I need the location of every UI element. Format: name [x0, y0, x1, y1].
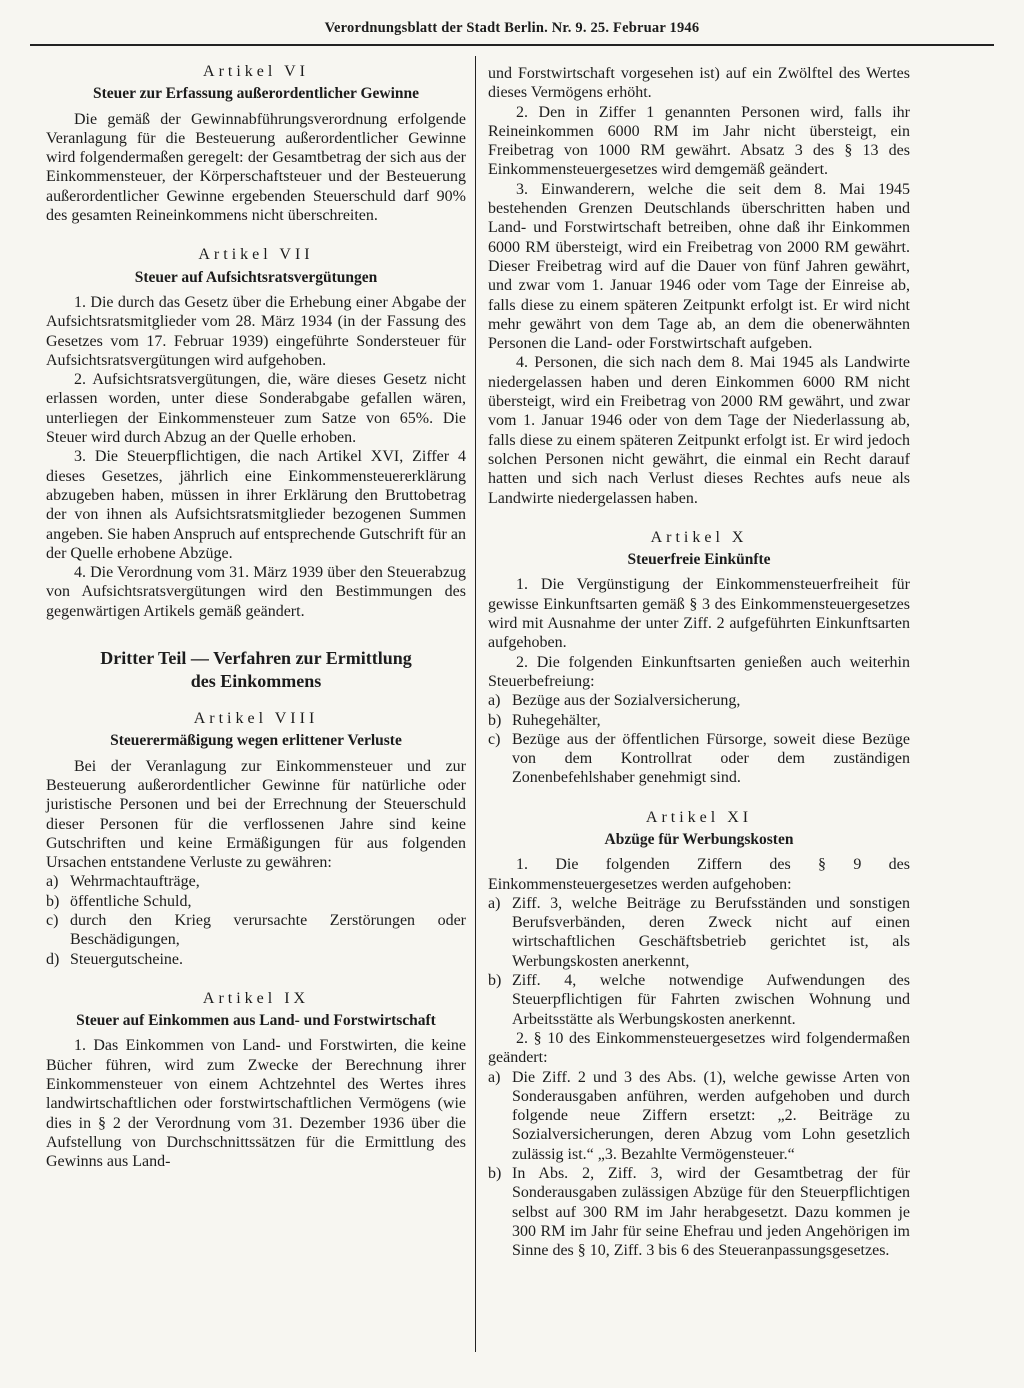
list-text: öffentliche Schuld, — [70, 892, 192, 910]
article-number: Artikel VIII — [193, 710, 319, 728]
paragraph: 1. Die durch das Gesetz über die Erhebung einer Abgabe der Aufsichtsratsmitglieder vom 28. März 1934 (in der Fassung des Gesetzes vom 17. Februar 1939) eingeführte Sondersteuer für Aufsichtsratsvergütungen wird aufgehoben. — [46, 293, 466, 369]
enumerated-list — [46, 872, 466, 968]
list-label: b) — [488, 711, 502, 729]
paragraph: 1. Die folgenden Ziffern des § 9 des Einkommensteuergesetzes werden aufgehoben: — [488, 856, 910, 893]
paragraph: 2. § 10 des Einkommensteuergesetzes wird folgendermaßen geändert: — [488, 1029, 910, 1067]
list-item — [488, 1068, 910, 1164]
list-label: b) — [488, 1165, 502, 1183]
paragraph: 3. Die Steuerpflichtigen, die nach Artikel XVI, Ziffer 4 dieses Gesetzes, jährlich eine Einkommensteuererklärung abzugeben haben, müssen in ihrer Erklärung den Bruttobetrag der von ihnen als Aufsichtsratsmitglieder bezogenen Summen angeben. Sie haben Anspruch auf entsprechende Gutschrift für an der Quelle erhobene Abzüge. — [46, 448, 466, 562]
list-text: Ruhegehälter, — [512, 711, 601, 729]
article-number: Artikel VII — [198, 246, 314, 264]
list-text: In Abs. 2, Ziff. 3, wird der Gesamtbetrag der für Sonderausgaben zulässigen Abzüge für den Steuerpflichtigen selbst auf 300 RM im Jahr herabgesetzt. Dazu kommen je 300 RM im Jahr für seine Ehefrau und jeden Angehörigen im Sinne des § 10, Ziff. 3 bis 6 des Steueranpassungsgesetzes. — [512, 1165, 910, 1260]
left-column — [46, 62, 466, 1172]
article-number: Artikel XI — [645, 808, 753, 826]
paragraph: 1. Die Vergünstigung der Einkommensteuerfreiheit für gewisse Einkunftsarten gemäß § 3 des Einkommensteuergesetzes wird mit Ausnahme der unter Ziff. 2 aufgeführten Einkunftsarten aufgehoben. — [488, 576, 910, 652]
list-label: a) — [488, 894, 501, 912]
part-title: Dritter Teil — Verfahren zur Ermittlung — [100, 648, 412, 669]
list-item — [488, 730, 910, 788]
enumerated-list — [488, 894, 910, 1029]
paragraph: Bei der Veranlagung zur Einkommensteuer und zur Besteuerung außerordentlicher Gewinne für natürliche oder juristische Personen und bei der Errechnung der Steuerschuld dieser Personen für die verflossenen Jahre sind keine Gutschriften und keine Ermäßigungen für aus folgenden Ursachen entstandene Verluste zu gewähren: — [46, 757, 466, 872]
list-item — [46, 911, 466, 950]
list-text: Wehrmachtaufträge, — [70, 873, 200, 891]
paragraph: 3. Einwanderern, welche die seit dem 8. Mai 1945 bestehenden Grenzen Deutschlands überschritten haben und Land- und Forstwirtschaft betreiben, ohne daß ihr Einkommen 6000 RM übersteigt, wird ein Freibetrag von 2000 RM gewährt. Dieser Freibetrag wird auf die Dauer von fünf Jahren gewährt, und zwar vom 1. Januar 1946 oder vom Tage der Einreise ab, falls diese zu einem späteren Zeitpunkt erfolgt ist. Er wird nicht mehr gewährt von dem Tage ab, an dem die obenerwähnten Personen die Land- oder Forstwirtschaft aufgeben. — [488, 180, 910, 353]
running-head: Verordnungsblatt der Stadt Berlin. Nr. 9. 25. Februar 1946 — [324, 20, 700, 36]
paragraph: 4. Personen, die sich nach dem 8. Mai 1945 als Landwirte niedergelassen haben und deren Einkommen 6000 RM nicht übersteigt, wird ein Freibetrag von 2000 RM gewährt, und zwar vom 1. Januar 1946 oder von dem Tage der Niederlassung ab, falls diese zu einem späteren Zeitpunkt erfolgt ist. Er wird jedoch solchen Personen nicht gewährt, die einmal ein Recht darauf hatten und sich nach Verlust dieses Rechtes aufs neue als Landwirte niedergelassen haben. — [488, 354, 910, 507]
enumerated-list — [488, 691, 910, 787]
paragraph: 4. Die Verordnung vom 31. März 1939 über den Steuerabzug von Aufsichtsratsvergütungen wird den Bestimmungen des gegenwärtigen Artikels gemäß geändert. — [46, 564, 466, 620]
article-title: Steuerfreie Einkünfte — [627, 551, 771, 569]
list-text: Steuergutscheine. — [70, 950, 184, 968]
list-label: c) — [488, 730, 501, 748]
article-number: Artikel X — [650, 528, 748, 546]
list-label: a) — [46, 873, 59, 891]
paragraph: 2. Den in Ziffer 1 genannten Personen wird, falls ihr Reineinkommen 6000 RM im Jahr nicht übersteigt, ein Freibetrag von 1000 RM gewährt. Absatz 3 des § 13 des Einkommensteuergesetzes wird demgemäß geändert. — [488, 103, 910, 179]
list-item — [488, 1164, 910, 1260]
list-text: durch den Krieg verursachte Zerstörungen oder Beschädigungen, — [70, 911, 466, 949]
part-heading — [46, 647, 466, 693]
article-8 — [46, 709, 466, 969]
list-text: Ziff. 4, welche notwendige Aufwendungen des Steuerpflichtigen für Fahrten zwischen Wohnung und Arbeitsstätte als Werbungskosten anerkennt. — [512, 972, 910, 1028]
article-10 — [488, 528, 910, 788]
article-title: Abzüge für Werbungskosten — [604, 830, 794, 848]
article-title: Steuer auf Aufsichtsratsvergütungen — [134, 268, 378, 286]
article-title: Steuer zur Erfassung außerordentlicher Gewinne — [92, 85, 420, 103]
list-item — [488, 971, 910, 1029]
list-label: b) — [46, 892, 60, 910]
list-item — [46, 950, 466, 969]
article-7 — [46, 245, 466, 621]
list-item — [46, 892, 466, 911]
article-11 — [488, 808, 910, 1261]
list-item — [488, 894, 910, 971]
article-number: Artikel VI — [203, 63, 309, 80]
list-text: Bezüge aus der öffentlichen Fürsorge, soweit diese Bezüge von dem Kontrollrat oder dem zuständigen Zonenbefehlshaber genehmigt sind. — [512, 730, 910, 787]
paragraph: 2. Aufsichtsratsvergütungen, die, wäre dieses Gesetz nicht erlassen worden, unter diese Sonderabgabe gefallen wären, unterliegen der Einkommensteuer zum Satze von 65%. Die Steuer wird durch Abzug an der Quelle erhoben. — [46, 371, 466, 447]
list-item — [488, 691, 910, 710]
part-title: des Einkommens — [190, 671, 322, 692]
list-label: c) — [46, 911, 59, 929]
list-label: d) — [46, 950, 60, 968]
article-9 — [46, 989, 466, 1172]
list-text: Die Ziff. 2 und 3 des Abs. (1), welche gewisse Arten von Sonderausgaben anführen, werden aufgehoben und durch folgende neue Ziffern ersetzt: „2. Beiträge zu Sozialversicherungen, deren Abzug vom Lohn gesetzlich zulässig ist.“ „3. Bezahlte Vermögensteuer.“ — [512, 1068, 910, 1163]
article-6 — [46, 62, 466, 225]
article-number: Artikel IX — [202, 989, 310, 1007]
list-label: b) — [488, 972, 502, 990]
header-rule — [30, 44, 994, 46]
list-label: a) — [488, 1068, 501, 1086]
list-item — [488, 711, 910, 730]
paragraph: Die gemäß der Gewinnabführungsverordnung erfolgende Veranlagung für die Besteuerung außerordentlicher Gewinne wird folgendermaßen geregelt: der Gesamtbetrag der sich aus der Einkommensteuer, der Körperschaftsteuer und der Besteuerung außerordentlicher Gewinne ergebenden Steuerschuld darf 90% des gesamten Reineinkommens nicht überschreiten. — [46, 110, 466, 225]
list-text: Ziff. 3, welche Beiträge zu Berufsständen und sonstigen Berufsverbänden, deren Zweck nicht auf einen wirtschaftlichen Geschäftsbetrieb gerichtet ist, als Werbungskosten anerkennt, — [512, 894, 910, 970]
paragraph: 1. Das Einkommen von Land- und Forstwirten, die keine Bücher führen, wird zum Zwecke der Berechnung ihrer Einkommensteuer von einem Achtzehntel des Wertes ihres landwirtschaftlichen oder forstwirtschaftlichen Vermögens (wie dies in § 2 der Verordnung vom 31. Dezember 1936 über die Aufstellung von Durchschnittssätzen für die Ermittlung des Gewinns aus Land- — [46, 1037, 466, 1171]
paragraph-continuation: und Forstwirtschaft vorgesehen ist) auf ein Zwölftel des Wertes dieses Vermögens erhöht. — [488, 65, 910, 102]
paragraph: 2. Die folgenden Einkunftsarten genießen auch weiterhin Steuerbefreiung: — [488, 653, 910, 690]
list-label: a) — [488, 692, 501, 710]
article-title: Steuerermäßigung wegen erlittener Verluste — [110, 732, 402, 750]
enumerated-list — [488, 1068, 910, 1261]
right-column — [488, 64, 910, 1261]
list-item — [46, 872, 466, 891]
list-text: Bezüge aus der Sozialversicherung, — [512, 692, 741, 710]
column-divider — [475, 56, 476, 1352]
article-title: Steuer auf Einkommen aus Land- und Forstwirtschaft — [76, 1012, 436, 1030]
